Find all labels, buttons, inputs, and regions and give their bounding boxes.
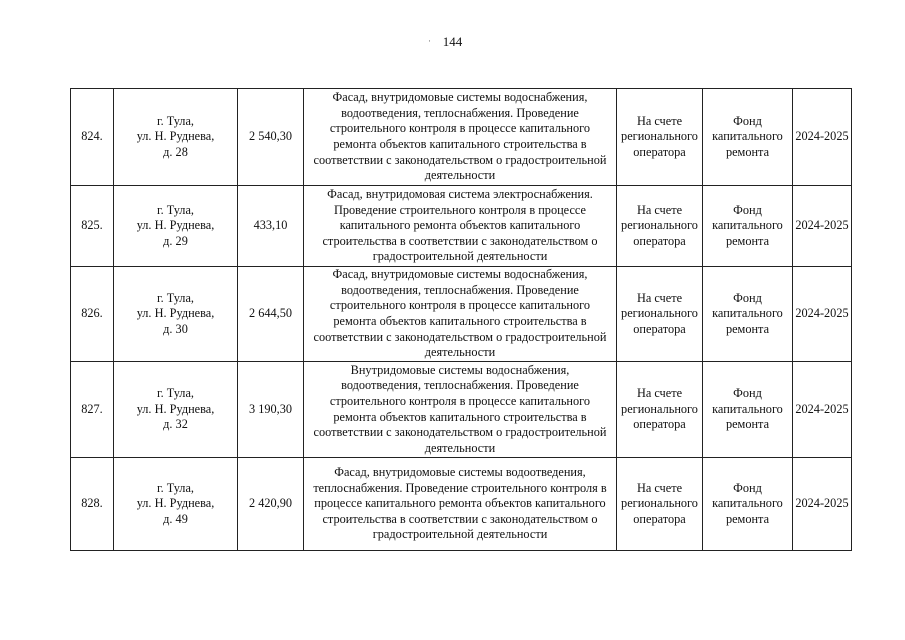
account-state-line: На счете (636, 386, 683, 401)
address-house: д. 49 (163, 511, 188, 526)
period-cell: 2024-2025 (793, 267, 852, 362)
address-street: ул. Н. Руднева, (136, 306, 215, 321)
fund-line: капитального (712, 129, 783, 144)
address-cell (114, 458, 238, 551)
account-state-line: оператора (633, 144, 686, 159)
fund-cell (703, 186, 793, 267)
table-row (71, 458, 852, 551)
area-cell: 433,10 (238, 186, 304, 267)
row-number: 825. (71, 186, 114, 267)
fund-line: капитального (712, 401, 783, 416)
address-house: д. 29 (163, 233, 188, 248)
address-street: ул. Н. Руднева, (136, 401, 215, 416)
page-number: 144 (442, 34, 463, 49)
work-line: Фасад, внутридомовые системы водоснабжения, (332, 90, 588, 105)
account-state-line: На счете (636, 202, 683, 217)
fund-line: ремонта (725, 511, 770, 526)
account-state-cell (617, 186, 703, 267)
period-cell: 2024-2025 (793, 458, 852, 551)
work-line: строительства в соответствии с законодательством о (322, 511, 598, 526)
account-state-line: оператора (633, 233, 686, 248)
fund-cell (703, 267, 793, 362)
work-description-cell (304, 267, 617, 362)
account-state-line: регионального (621, 496, 698, 511)
account-state-line: регионального (621, 218, 698, 233)
account-state-cell (617, 267, 703, 362)
work-line: Внутридомовые системы водоснабжения, (350, 362, 570, 377)
account-state-cell (617, 458, 703, 551)
work-line: деятельности (424, 168, 496, 183)
address-city: г. Тула, (157, 202, 194, 217)
fund-cell (703, 89, 793, 186)
account-state-line: регионального (621, 129, 698, 144)
area-cell: 2 540,30 (238, 89, 304, 186)
address-street: ул. Н. Руднева, (136, 496, 215, 511)
work-line: строительного контроля в процессе капитального (329, 298, 591, 313)
work-description-cell (304, 458, 617, 551)
work-line: строительного контроля в процессе капитального (329, 393, 591, 408)
fund-cell (703, 458, 793, 551)
address-city: г. Тула, (157, 290, 194, 305)
account-state-cell (617, 362, 703, 458)
work-line: строительства в соответствии с законодательством о (322, 233, 598, 248)
table-row (71, 186, 852, 267)
period-cell: 2024-2025 (793, 186, 852, 267)
repair-schedule-table (70, 88, 852, 551)
work-line: градостроительной деятельности (372, 249, 548, 264)
work-line: водоотведения, теплоснабжения. Проведение (341, 105, 579, 120)
address-city: г. Тула, (157, 386, 194, 401)
fund-line: Фонд (733, 290, 762, 305)
row-number: 828. (71, 458, 114, 551)
work-description-cell (304, 186, 617, 267)
address-street: ул. Н. Руднева, (136, 129, 215, 144)
fund-line: ремонта (725, 233, 770, 248)
address-house: д. 32 (163, 417, 188, 432)
period-cell: 2024-2025 (793, 89, 852, 186)
fund-line: Фонд (733, 386, 762, 401)
address-street: ул. Н. Руднева, (136, 218, 215, 233)
fund-line: ремонта (725, 321, 770, 336)
work-line: капитального ремонта объектов капитального (339, 218, 581, 233)
area-cell: 2 644,50 (238, 267, 304, 362)
table-body (71, 89, 852, 551)
address-city: г. Тула, (157, 113, 194, 128)
work-line: Фасад, внутридомовые системы водоотведения, (334, 465, 586, 480)
account-state-line: оператора (633, 321, 686, 336)
work-line: процессе капитального ремонта объектов капитального (314, 496, 606, 511)
address-house: д. 30 (163, 321, 188, 336)
row-number: 826. (71, 267, 114, 362)
account-state-line: На счете (636, 480, 683, 495)
work-line: теплоснабжения. Проведение строительного контроля в (313, 480, 607, 495)
work-line: водоотведения, теплоснабжения. Проведение (341, 282, 579, 297)
fund-line: капитального (712, 496, 783, 511)
work-line: водоотведения, теплоснабжения. Проведение (341, 378, 579, 393)
work-line: деятельности (424, 440, 496, 455)
account-state-cell (617, 89, 703, 186)
address-cell (114, 267, 238, 362)
fund-line: капитального (712, 306, 783, 321)
account-state-line: На счете (636, 113, 683, 128)
work-line: градостроительной деятельности (372, 527, 548, 542)
account-state-line: регионального (621, 401, 698, 416)
fund-line: капитального (712, 218, 783, 233)
work-line: ремонта объектов капитального строительства в (333, 409, 587, 424)
table-row (71, 267, 852, 362)
fund-line: Фонд (733, 480, 762, 495)
page-marker: · (428, 36, 431, 46)
work-description-cell (304, 89, 617, 186)
address-house: д. 28 (163, 144, 188, 159)
work-line: соответствии с законодательством о градостроительной (313, 329, 607, 344)
area-cell: 3 190,30 (238, 362, 304, 458)
work-line: соответствии с законодательством о градостроительной (313, 152, 607, 167)
account-state-line: оператора (633, 417, 686, 432)
account-state-line: На счете (636, 290, 683, 305)
table-row (71, 89, 852, 186)
work-description-cell (304, 362, 617, 458)
work-line: Фасад, внутридомовые системы водоснабжения, (332, 267, 588, 282)
row-number: 824. (71, 89, 114, 186)
address-cell (114, 362, 238, 458)
fund-line: Фонд (733, 202, 762, 217)
fund-line: Фонд (733, 113, 762, 128)
work-line: соответствии с законодательством о градостроительной (313, 425, 607, 440)
account-state-line: оператора (633, 511, 686, 526)
work-line: строительного контроля в процессе капитального (329, 121, 591, 136)
area-cell: 2 420,90 (238, 458, 304, 551)
fund-cell (703, 362, 793, 458)
work-line: Фасад, внутридомовая система электроснабжения. (327, 187, 593, 202)
period-cell: 2024-2025 (793, 362, 852, 458)
address-cell (114, 186, 238, 267)
work-line: ремонта объектов капитального строительства в (333, 137, 587, 151)
table-row (71, 362, 852, 458)
row-number: 827. (71, 362, 114, 458)
address-city: г. Тула, (157, 480, 194, 495)
account-state-line: регионального (621, 306, 698, 321)
work-line: деятельности (424, 345, 496, 360)
work-line: Проведение строительного контроля в процессе (334, 202, 586, 217)
fund-line: ремонта (725, 417, 770, 432)
address-cell (114, 89, 238, 186)
work-line: ремонта объектов капитального строительства в (333, 314, 587, 328)
fund-line: ремонта (725, 144, 770, 159)
